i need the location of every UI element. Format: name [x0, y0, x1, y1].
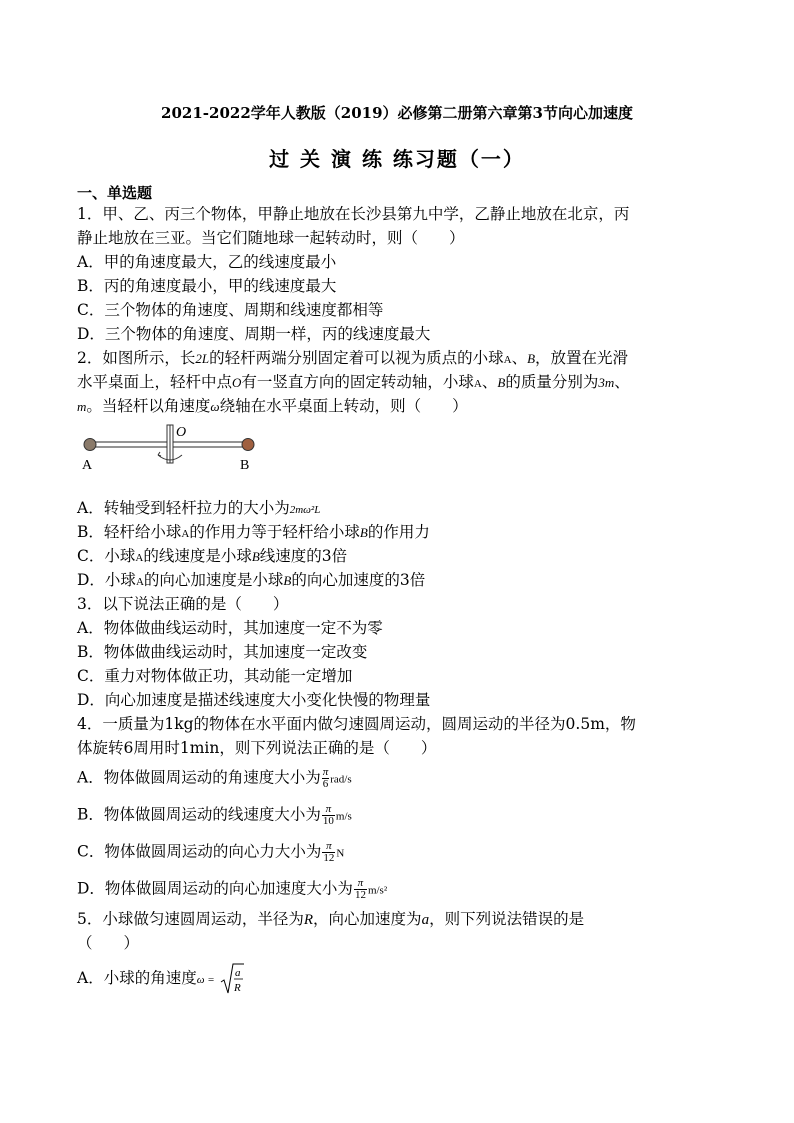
q4-stem-line1: 4．一质量为1kg的物体在水平面内做匀速圆周运动，圆周运动的半径为0.5m，物: [77, 715, 636, 733]
q2-option-b: B．轻杆给小球A的作用力等于轻杆给小球B的作用力: [77, 523, 430, 541]
q4-stem-line2: 体旋转6周用时1min，则下列说法正确的是（ ）: [77, 739, 437, 757]
svg-text:a: a: [234, 967, 241, 979]
fraction: $\frac{\pi}{6}$: [322, 766, 329, 790]
q2-option-c: C．小球A的线速度是小球B线速度的3倍: [77, 547, 348, 565]
q3-option-d: D．向心加速度是描述线速度大小变化快慢的物理量: [77, 691, 431, 709]
section-heading: 一、单选题: [77, 184, 153, 202]
q3-option-a: A．物体做曲线运动时，其加速度一定不为零: [77, 619, 383, 637]
q1-stem-line1: 1．甲、乙、丙三个物体，甲静止地放在长沙县第九中学，乙静止地放在北京，丙: [77, 205, 630, 223]
arrow-head-icon: [158, 452, 161, 456]
square-root: [220, 962, 244, 996]
q3-option-c: C．重力对物体做正功，其动能一定增加: [77, 667, 353, 685]
ball-b-icon: [242, 439, 254, 451]
ball-label-b: B: [240, 458, 250, 473]
sqrt-sign-icon: [220, 962, 244, 996]
axis-label-o: O: [176, 425, 187, 440]
q2-stem-line3: m。当轻杆以角速度ω绕轴在水平桌面上转动，则（ ）: [77, 397, 468, 415]
q1-option-c: C．三个物体的角速度、周期和线速度都相等: [77, 301, 384, 319]
q1-option-d: D．三个物体的角速度、周期一样，丙的线速度最大: [77, 325, 431, 343]
q4-option-c: C．物体做圆周运动的向心力大小为 $\frac{\pi}{12}$ N: [77, 840, 345, 864]
q5-stem-line2: （ ）: [77, 934, 140, 952]
q1-stem-line2: 静止地放在三亚。当它们随地球一起转动时，则（ ）: [77, 229, 465, 247]
q2-option-a: A．转轴受到轻杆拉力的大小为2mω²L: [77, 499, 321, 517]
q5-option-a: A．小球的角速度ω = a R: [77, 962, 244, 996]
document-subtitle: 过 关 演 练 练习题（一）: [269, 147, 525, 171]
q2-stem-line2: 水平桌面上，轻杆中点O有一竖直方向的固定转动轴，小球A、B的质量分别为3m、: [77, 373, 630, 391]
q2-stem-line1: 2．如图所示，长2L的轻杆两端分别固定着可以视为质点的小球A、B，放置在光滑: [77, 349, 629, 367]
q4-option-d: D．物体做圆周运动的向心加速度大小为 $\frac{\pi}{12}$ m/s²: [77, 877, 388, 901]
svg-text:R: R: [233, 982, 241, 994]
q3-option-b: B．物体做曲线运动时，其加速度一定改变: [77, 643, 368, 661]
q3-stem: 3．以下说法正确的是（ ）: [77, 595, 289, 613]
q1-option-a: A．甲的角速度最大，乙的线速度最小: [77, 253, 337, 271]
rod-figure: [78, 423, 268, 473]
q4-option-a: A．物体做圆周运动的角速度大小为 $\frac{\pi}{6}$ rad/s: [77, 766, 352, 790]
q5-stem-line1: 5．小球做匀速圆周运动，半径为R，向心加速度为a，则下列说法错误的是: [77, 910, 585, 928]
fraction: $\frac{\pi}{12}$: [354, 877, 366, 901]
fraction: $\frac{\pi}{10}$: [322, 803, 334, 827]
fraction: $\frac{\pi}{12}$: [323, 840, 335, 864]
document-title: 2021-2022学年人教版（2019）必修第二册第六章第3节向心加速度: [161, 104, 633, 122]
q1-option-b: B．丙的角速度最小，甲的线速度最大: [77, 277, 337, 295]
ball-label-a: A: [82, 458, 93, 473]
ball-a-icon: [84, 439, 96, 451]
q2-option-d: D．小球A的向心加速度是小球B的向心加速度的3倍: [77, 571, 426, 589]
q4-option-b: B．物体做圆周运动的线速度大小为 $\frac{\pi}{10}$ m/s: [77, 803, 352, 827]
